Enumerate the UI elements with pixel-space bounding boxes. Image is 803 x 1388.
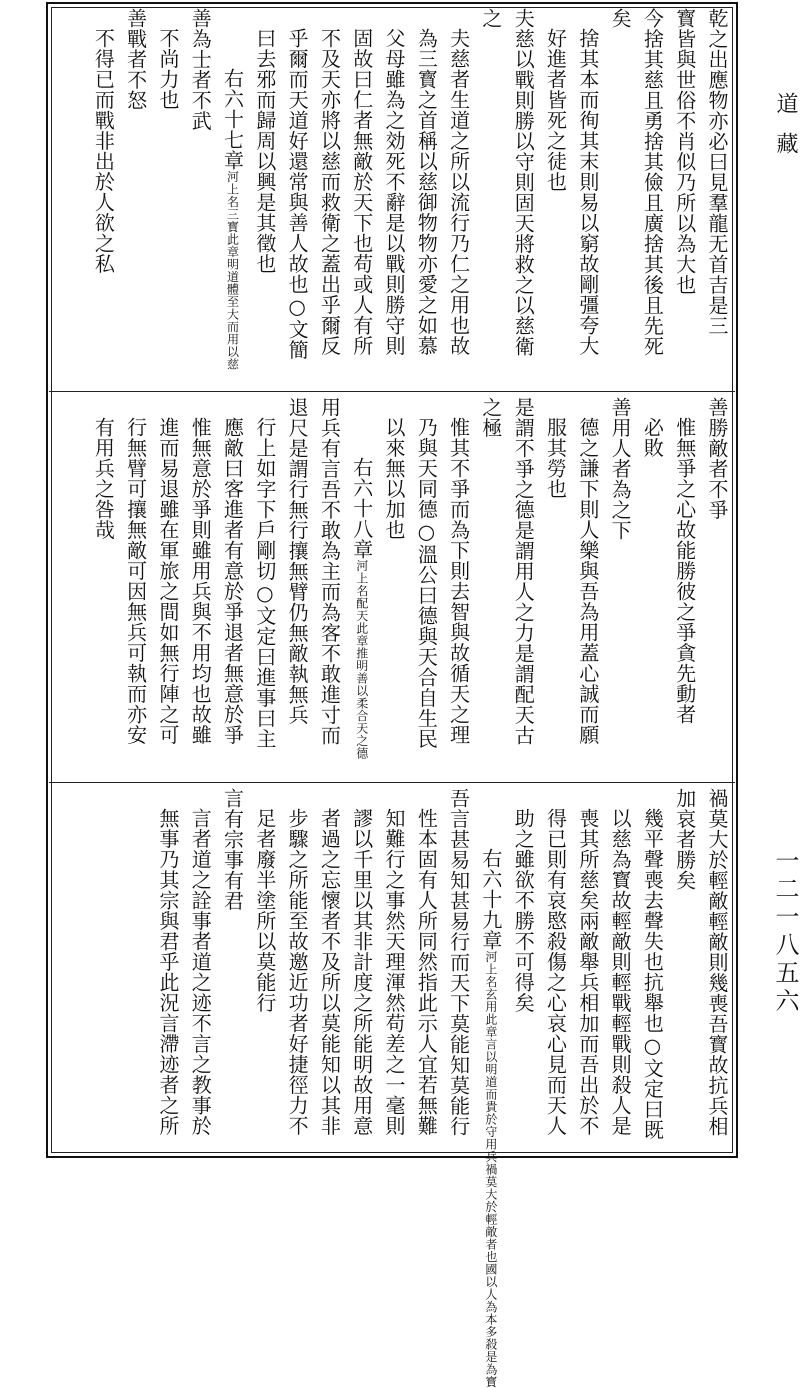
column-text: 捨其本而徇其末則易以窮故剛彊夸大 — [576, 28, 600, 356]
column-text: 善用人者為之下 — [608, 397, 632, 541]
commentary-column — [571, 8, 603, 388]
text-column — [700, 8, 732, 388]
column-text: 幾平聲喪去聲失也抗舉也○文定曰既 — [640, 808, 664, 1140]
column-text: 乎爾而天道好還常與善人故也○文簡 — [285, 28, 309, 360]
column-text: 惟無意於爭則雖用兵與不用均也故雖 — [188, 417, 212, 745]
column-text: 得已則有哀愍殺傷之心哀心見而天人 — [544, 808, 568, 1136]
column-text: 善勝敵者不爭 — [705, 397, 729, 520]
commentary-column — [571, 788, 603, 1152]
register-divider — [49, 391, 735, 392]
commentary-column — [280, 8, 312, 388]
column-text: 好進者皆死之徒也 — [544, 28, 568, 192]
commentary-column — [409, 8, 441, 388]
column-text: 助之雖欲不勝不可得矣 — [511, 808, 535, 1013]
register-bottom — [52, 788, 732, 1152]
column-text: 行上如字下戶剛切○文定曰進事曰主 — [253, 417, 277, 749]
column-text: 父母雖為之効死不辭是以戰則勝守則 — [382, 28, 406, 356]
column-text: 夫慈以戰則勝以守則固天將救之以慈衛 — [511, 8, 535, 357]
commentary-column — [344, 788, 376, 1152]
chapter-note: 河上名配天此章推明善以柔合天之德 — [355, 560, 369, 760]
text-column — [667, 8, 699, 388]
column-text: 惟其不爭而為下則去智與故循天之理 — [447, 417, 471, 745]
column-text: 之 — [479, 8, 503, 29]
commentary-column — [377, 788, 409, 1152]
column-text: 右六十七章 — [221, 68, 245, 171]
commentary-column — [441, 8, 473, 388]
text-column — [506, 397, 538, 779]
commentary-column — [441, 397, 473, 779]
commentary-column — [667, 397, 699, 779]
text-column — [635, 8, 667, 388]
text-column — [441, 788, 473, 1152]
commentary-column — [183, 397, 215, 779]
commentary-column — [118, 397, 150, 779]
column-text: 德之謙下則人樂與吾為用蓋心誠而願 — [576, 417, 600, 745]
column-text: 必敗 — [640, 417, 664, 458]
commentary-column — [344, 397, 376, 779]
column-text: 乃與天同德○溫公曰德與天合自生民 — [414, 417, 438, 749]
commentary-column — [151, 8, 183, 388]
commentary-column — [571, 397, 603, 779]
column-text: 善為士者不武 — [188, 8, 212, 131]
column-text: 吾言甚易知甚易行而天下莫能知莫能行 — [447, 788, 471, 1137]
commentary-column — [215, 397, 247, 779]
commentary-column — [151, 397, 183, 779]
commentary-column — [377, 8, 409, 388]
commentary-column — [538, 8, 570, 388]
commentary-column — [215, 8, 247, 388]
column-text: 應敵曰客進者有意於爭退者無意於爭 — [221, 417, 245, 745]
commentary-column — [344, 8, 376, 388]
text-column — [280, 397, 312, 779]
column-text: 固故曰仁者無敵於天下也苟或人有所 — [350, 28, 374, 356]
column-text: 惟無爭之心故能勝彼之爭貪先動者 — [673, 417, 697, 725]
column-text: 退尺是謂行無行攘無臂仍無敵執無兵 — [285, 397, 309, 725]
commentary-column — [409, 788, 441, 1152]
column-text: 不得已而戰非出於人欲之私 — [91, 28, 115, 274]
commentary-column — [603, 788, 635, 1152]
text-column — [603, 397, 635, 779]
commentary-column — [248, 397, 280, 779]
column-text: 以慈為寳故輕敵則輕戰輕戰則殺人是 — [608, 808, 632, 1136]
column-text: 行無臂可攘無敵可因無兵可執而亦安 — [124, 417, 148, 745]
column-text: 不尚力也 — [156, 28, 180, 110]
column-text: 以來無以加也 — [382, 417, 406, 540]
text-column — [474, 397, 506, 779]
column-text: 步驟之所能至故邀近功者好捷徑力不 — [285, 808, 309, 1136]
commentary-column — [474, 788, 506, 1152]
register-divider — [49, 782, 735, 783]
chapter-note: 河上名三寳此章明道體至大而用以慈 — [226, 171, 240, 371]
column-text: 禍莫大於輕敵輕敵則幾喪吾寳故抗兵相 — [705, 788, 729, 1137]
commentary-column — [312, 788, 344, 1152]
commentary-column — [312, 8, 344, 388]
column-text: 不及天亦將以慈而救衛之蓋出乎爾反 — [317, 28, 341, 356]
text-column — [474, 8, 506, 388]
register-top — [52, 8, 732, 388]
commentary-column — [409, 397, 441, 779]
text-column — [215, 788, 247, 1152]
text-column — [183, 8, 215, 388]
text-column — [700, 788, 732, 1152]
column-text: 進而易退雖在軍旅之間如無行陣之可 — [156, 417, 180, 745]
register-middle — [52, 397, 732, 779]
text-column — [506, 8, 538, 388]
chapter-note: 河上名玄用此章言以明道而貴於守用兵禍莫大於輕敵者也國以人為本多殺是為寳 — [484, 951, 498, 1388]
column-text: 寳皆與世俗不肖似乃所以為大也 — [673, 8, 697, 295]
commentary-column — [86, 8, 118, 388]
text-column — [700, 397, 732, 779]
commentary-column — [151, 788, 183, 1152]
commentary-column — [248, 788, 280, 1152]
column-text: 右六十九章 — [479, 848, 503, 951]
column-text: 加哀者勝矣 — [673, 788, 697, 891]
column-text: 者過之忘懷者不及所以莫能知以其非 — [317, 808, 341, 1136]
commentary-column — [635, 397, 667, 779]
commentary-column — [377, 397, 409, 779]
text-column — [118, 8, 150, 388]
text-column — [312, 397, 344, 779]
column-text: 乾之出應物亦必曰見羣龍无首吉是三 — [705, 8, 729, 336]
commentary-column — [280, 788, 312, 1152]
column-text: 無事乃其宗與君乎此況言滯迹者之所 — [156, 808, 180, 1136]
column-text: 性本固有人所同然指此示人宜若無難 — [414, 808, 438, 1136]
commentary-column — [248, 8, 280, 388]
column-text: 之極 — [479, 397, 503, 438]
commentary-column — [538, 788, 570, 1152]
column-text: 喪其所慈矣兩敵舉兵相加而吾出於不 — [576, 808, 600, 1136]
column-text: 曰去邪而歸周以興是其徵也 — [253, 28, 277, 274]
column-text: 善戰者不怒 — [124, 8, 148, 111]
text-column — [667, 788, 699, 1152]
column-text: 有用兵之咎哉 — [91, 417, 115, 540]
commentary-column — [506, 788, 538, 1152]
column-text: 為三寳之首稱以慈御物物亦愛之如慕 — [414, 28, 438, 356]
column-text: 矣 — [608, 8, 632, 29]
page-number: 一二一八五六 — [768, 848, 803, 1016]
commentary-column — [635, 788, 667, 1152]
column-text: 用兵有言吾不敢為主而為客不敢進寸而 — [317, 397, 341, 746]
column-text: 是謂不爭之德是謂用人之力是謂配天古 — [511, 397, 535, 746]
column-text: 足者廢半塗所以莫能行 — [253, 808, 277, 1013]
column-text: 右六十八章 — [350, 457, 374, 560]
column-text: 謬以千里以其非計度之所能明故用意 — [350, 808, 374, 1136]
commentary-column — [183, 788, 215, 1152]
column-text: 言者道之詮事者道之迹不言之教事於 — [188, 808, 212, 1136]
collection-title: 道藏 — [770, 92, 801, 252]
column-text: 服其勞也 — [544, 417, 568, 499]
column-text: 夫慈者生道之所以流行乃仁之用也故 — [447, 28, 471, 356]
column-text: 言有宗事有君 — [221, 788, 245, 911]
commentary-column — [538, 397, 570, 779]
column-text: 知難行之事然天理渾然苟差之一毫則 — [382, 808, 406, 1136]
column-text: 今捨其慈且勇捨其儉且廣捨其後且先死 — [640, 8, 664, 357]
text-column — [603, 8, 635, 388]
commentary-column — [86, 397, 118, 779]
